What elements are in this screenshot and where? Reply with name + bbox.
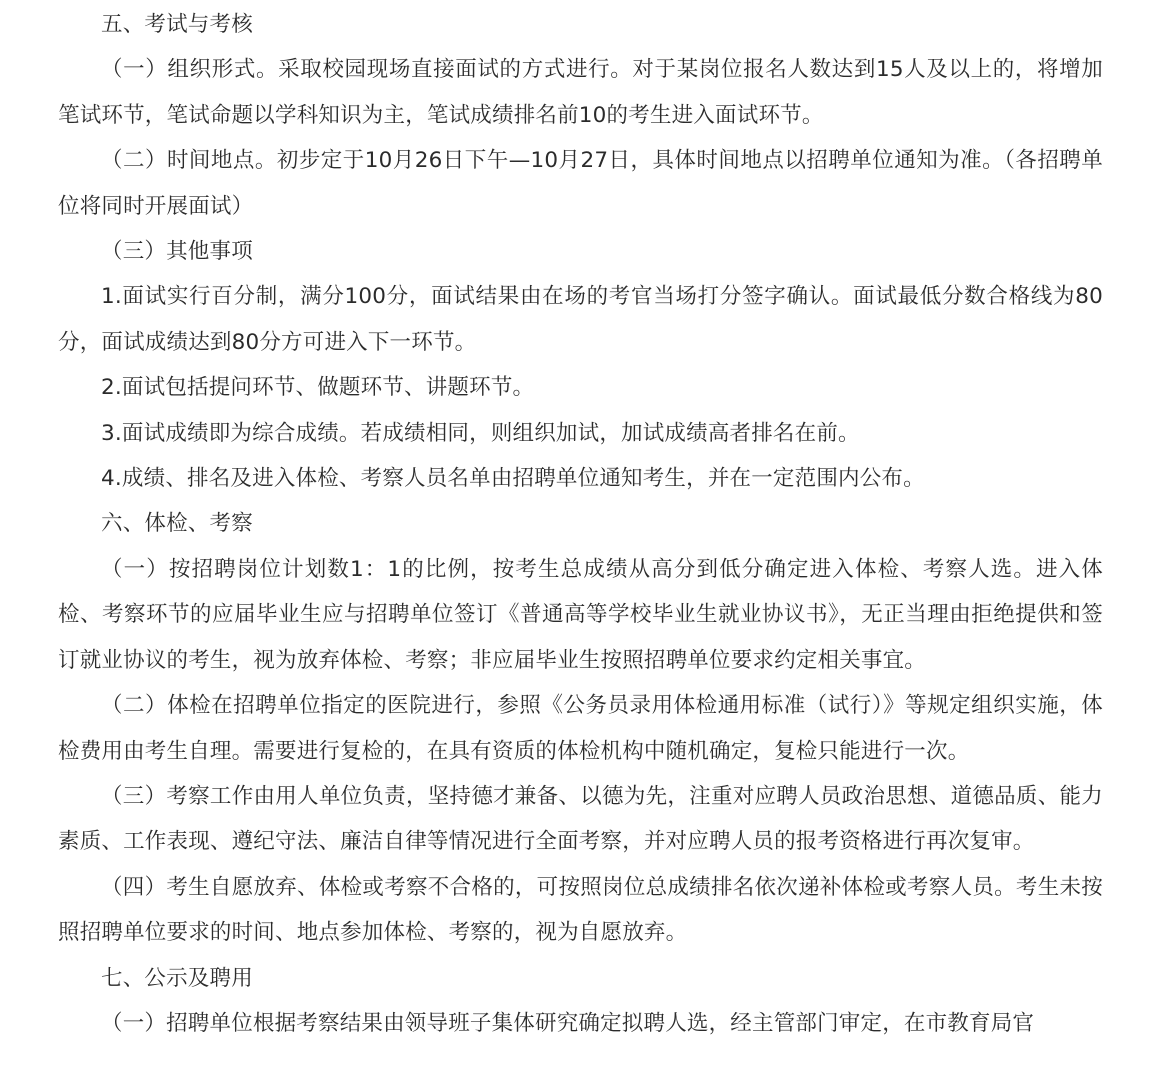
paragraph-organization-form: （一）组织形式。采取校园现场直接面试的方式进行。对于某岗位报名人数达到15人及以上的，将增加笔试环节，笔试命题以学科知识为主，笔试成绩排名前10的考生进入面试环节。 [58,57,1103,128]
paragraph-assessment: （三）考察工作由用人单位负责，坚持德才兼备、以德为先，注重对应聘人员政治思想、道德品质、能力素质、工作表现、遵纪守法、廉洁自律等情况进行全面考察，并对应聘人员的报考资格进行再次复审。 [58,783,1103,855]
section-heading-publicity: 七、公示及聘用 [101,965,253,991]
section-heading-exam: 五、考试与考核 [101,12,253,37]
paragraph-time-location: （二）时间地点。初步定于10月26日下午—10月27日，具体时间地点以招聘单位通知为准。（各招聘单位将同时开展面试） [58,148,1103,219]
paragraph-selection-ratio: （一）按招聘岗位计划数1：1的比例，按考生总成绩从高分到低分确定进入体检、考察人选。进入体检、考察环节的应届毕业生应与招聘单位签订《普通高等学校毕业生就业协议书》，无正当理由拒绝提供和签订就业协议的考生，视为放弃体检、考察；非应届毕业生按照招聘单位要求约定相关事宜。 [58,556,1103,673]
paragraph-withdrawal: （四）考生自愿放弃、体检或考察不合格的，可按照岗位总成绩排名依次递补体检或考察人员。考生未按照招聘单位要求的时间、地点参加体检、考察的，视为自愿放弃。 [58,874,1103,946]
list-item-results-notice: 4.成绩、排名及进入体检、考察人员名单由招聘单位通知考生，并在一定范围内公布。 [101,466,925,492]
list-item-scoring: 1.面试实行百分制，满分100分，面试结果由在场的考官当场打分签字确认。面试最低分数合格线为80分，面试成绩达到80分方可进入下一环节。 [58,284,1103,355]
list-item-interview-parts: 2.面试包括提问环节、做题环节、讲题环节。 [101,375,535,401]
subheading-other-matters: （三）其他事项 [101,239,253,265]
paragraph-physical-exam: （二）体检在招聘单位指定的医院进行，参照《公务员录用体检通用标准（试行）》等规定组织实施，体检费用由考生自理。需要进行复检的，在具有资质的体检机构中随机确定，复检只能进行一次。 [58,693,1103,764]
list-item-composite-score: 3.面试成绩即为综合成绩。若成绩相同，则组织加试，加试成绩高者排名在前。 [101,420,860,446]
document-body [58,2,1103,1046]
paragraph-hiring-decision: （一）招聘单位根据考察结果由领导班子集体研究确定拟聘人选，经主管部门审定，在市教育局官 [101,1010,1035,1036]
section-heading-physical-exam: 六、体检、考察 [101,511,253,537]
